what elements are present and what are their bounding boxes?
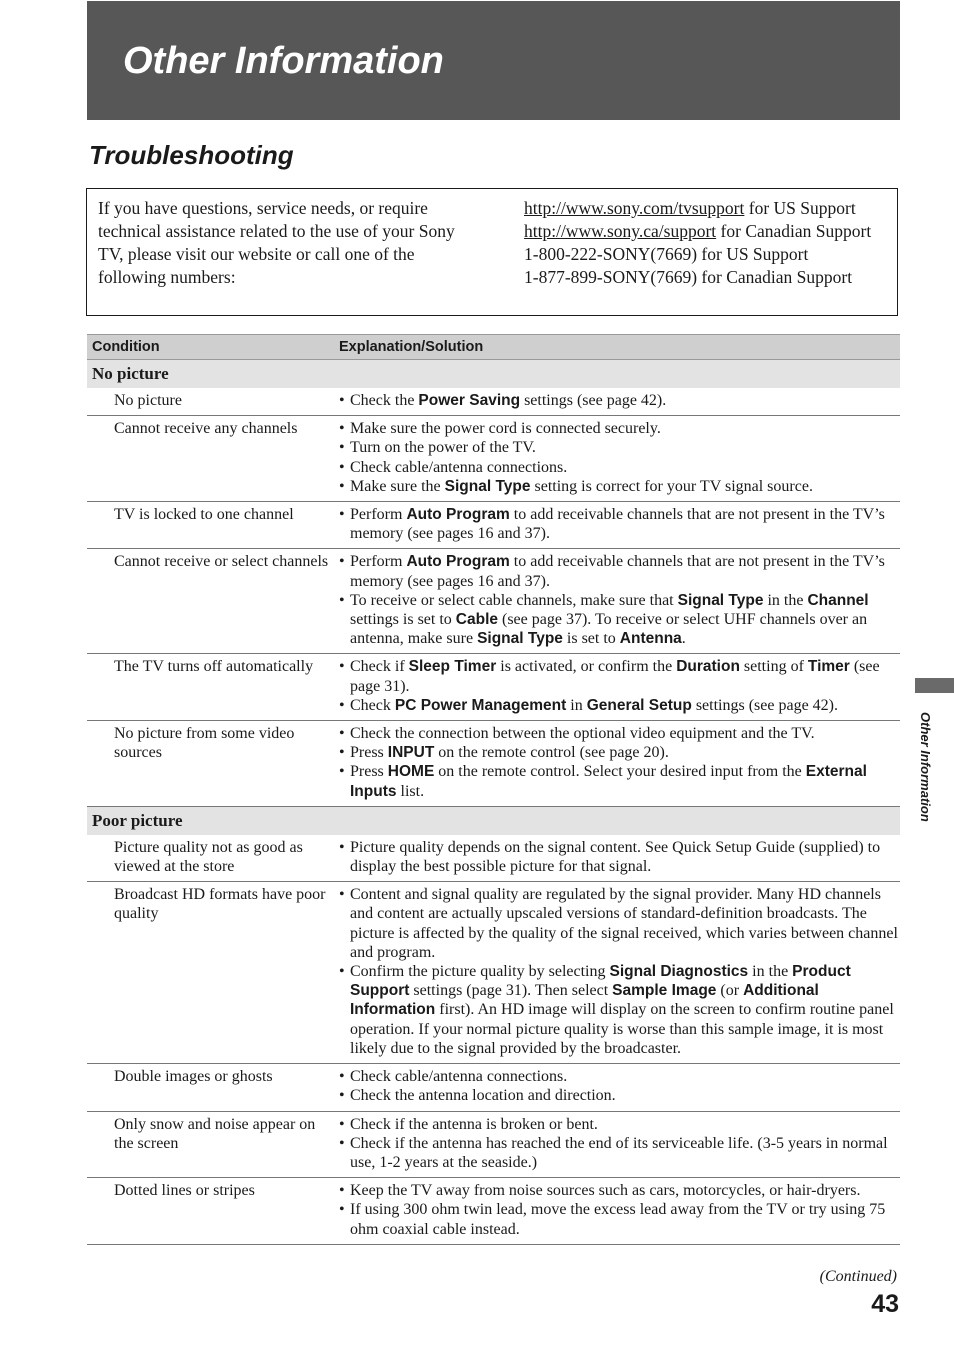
setting-name: Auto Program (406, 506, 510, 524)
solution-text: settings (page 31). Then select (409, 982, 613, 1000)
solution-list (339, 885, 899, 1058)
solution-item (339, 505, 899, 543)
solution-cell (334, 1178, 900, 1245)
condition-cell: No picture (87, 388, 334, 416)
solution-cell (334, 882, 900, 1064)
setting-name: Additional Information (350, 982, 819, 1019)
solution-list (339, 391, 899, 410)
solution-item (339, 762, 899, 800)
solution-text: setting of (739, 658, 808, 676)
table-row (87, 388, 900, 416)
solution-item (339, 885, 899, 962)
solution-text: Keep the TV away from noise sources such as cars, motorcycles, or hair-dryers. (350, 1182, 861, 1200)
setting-name: Product Support (350, 963, 851, 1000)
solution-item (339, 743, 899, 762)
solution-text: on the remote control (see page 20). (434, 744, 669, 762)
condition-cell: Double images or ghosts (87, 1064, 334, 1111)
support-box (86, 188, 898, 316)
solution-text: is activated, or confirm the (496, 658, 677, 676)
solution-cell (334, 388, 900, 416)
setting-name: Cable (455, 611, 498, 629)
table-row (87, 882, 900, 1064)
chapter-title: Other Information (123, 40, 444, 82)
side-tab-marker (915, 678, 954, 693)
solution-list (339, 1181, 899, 1239)
table-row (87, 1064, 900, 1111)
setting-name: PC Power Management (394, 696, 567, 714)
solution-text: Make sure the (350, 477, 445, 495)
solution-text: Press (350, 763, 388, 781)
sony-us-support-link[interactable]: http://www.sony.com/tvsupport (524, 198, 745, 218)
solution-text: Content and signal quality are regulated by the signal provider. Many HD channels and content are actually upscaled versions of standard-definition broadcasts. The picture is affected by the quality of the signal received, which varies between channel and program. (350, 886, 898, 961)
solution-item (339, 477, 899, 496)
solution-text: Perform (350, 506, 407, 524)
condition-cell: Picture quality not as good as viewed at the store (87, 835, 334, 882)
category-row (87, 360, 900, 389)
solution-cell (334, 1064, 900, 1111)
support-contacts (524, 197, 894, 289)
solution-cell (334, 1111, 900, 1178)
solution-item (339, 1134, 899, 1172)
support-line-ca-web: http://www.sony.ca/support for Canadian Support (524, 221, 872, 241)
setting-name: Signal Type (677, 591, 764, 609)
setting-name: External Inputs (350, 763, 867, 800)
solution-text: (or (716, 982, 744, 1000)
side-tab-label: Other Information (918, 712, 933, 822)
solution-text: to add receivable channels that are not present in the TV’s memory (see pages 16 and 37). (350, 506, 885, 543)
condition-cell: Cannot receive or select channels (87, 549, 334, 654)
solution-text: Check if the antenna has reached the end of its serviceable life. (3-5 years in normal use, 1-2 years at the seaside.) (350, 1134, 888, 1171)
solution-cell (334, 549, 900, 654)
solution-item (339, 1181, 899, 1200)
chapter-banner (87, 1, 900, 120)
solution-text: is set to (562, 630, 620, 648)
condition-cell: Dotted lines or stripes (87, 1178, 334, 1245)
solution-text: setting is correct for your TV signal source. (530, 477, 813, 495)
solution-text: Check the (350, 392, 419, 409)
solution-text: Check if (350, 658, 409, 676)
solution-text: settings is set to (350, 611, 456, 629)
solution-item (339, 419, 899, 438)
setting-name: Signal Diagnostics (609, 963, 749, 981)
solution-text: (see page 31). (350, 658, 880, 695)
solution-text: (see page 37). To receive or select UHF channels over an antenna, make sure (350, 611, 868, 648)
solution-item (339, 591, 899, 649)
condition-cell: The TV turns off automatically (87, 654, 334, 721)
solution-text: Check the antenna location and direction. (350, 1087, 616, 1105)
solution-text: Make sure the power cord is connected securely. (350, 420, 661, 438)
setting-name: HOME (387, 763, 435, 781)
solution-text: . (681, 630, 686, 648)
setting-name: Timer (807, 658, 850, 676)
solution-item (339, 838, 899, 876)
setting-name: Signal Type (444, 477, 531, 495)
solution-item (339, 657, 899, 695)
solution-text: Check cable/antenna connections. (350, 1068, 568, 1086)
table-row (87, 1178, 900, 1245)
solution-item (339, 391, 899, 410)
solution-item (339, 1086, 899, 1105)
solution-text: list. (396, 782, 425, 800)
setting-name: Channel (807, 591, 869, 609)
solution-list (339, 657, 899, 715)
setting-name: Power Saving (418, 392, 521, 409)
support-line-us-phone: 1-800-222-SONY(7669) for US Support (524, 244, 809, 264)
setting-name: Sample Image (612, 982, 717, 1000)
support-line-ca-phone: 1-877-899-SONY(7669) for Canadian Support (524, 267, 853, 287)
solution-item (339, 724, 899, 743)
solution-text: Check the connection between the optional video equipment and the TV. (350, 725, 815, 743)
setting-name: Auto Program (406, 553, 510, 571)
solution-text: If using 300 ohm twin lead, move the excess lead away from the TV or try using 75 ohm coaxial cable instead. (350, 1201, 886, 1238)
solution-cell (334, 654, 900, 721)
solution-text: Press (350, 744, 388, 762)
solution-text: settings (see page 42). (520, 392, 667, 409)
solution-list (339, 838, 899, 876)
solution-list (339, 505, 899, 543)
solution-text: in (566, 696, 587, 714)
solution-item (339, 438, 899, 457)
category-row (87, 806, 900, 835)
support-line-us-web: http://www.sony.com/tvsupport for US Support (524, 198, 856, 218)
category-label: Poor picture (87, 806, 900, 835)
solution-text: To receive or select cable channels, make sure that (350, 591, 678, 609)
condition-header: Condition (87, 335, 334, 360)
table-header-row (87, 335, 900, 360)
table-row (87, 1111, 900, 1178)
setting-name: INPUT (387, 744, 435, 762)
solution-text: Check cable/antenna connections. (350, 458, 568, 476)
condition-cell: Cannot receive any channels (87, 416, 334, 502)
solution-item (339, 962, 899, 1058)
solution-text: Picture quality depends on the signal content. See Quick Setup Guide (supplied) to display the best possible picture for that signal. (350, 838, 881, 876)
condition-cell: No picture from some video sources (87, 721, 334, 807)
table-row (87, 721, 900, 807)
page-number: 43 (871, 1290, 899, 1318)
solution-text: Confirm the picture quality by selecting (350, 963, 610, 981)
solution-text: to add receivable channels that are not present in the TV’s memory (see pages 16 and 37). (350, 553, 885, 590)
solution-cell (334, 416, 900, 502)
section-title: Troubleshooting (89, 140, 294, 170)
condition-cell: Broadcast HD formats have poor quality (87, 882, 334, 1064)
solution-item (339, 696, 899, 715)
support-intro: If you have questions, service needs, or require technical assistance related to the use of your Sony TV, please visit our website or call one of the following numbers: (98, 198, 455, 287)
setting-name: Sleep Timer (408, 658, 497, 676)
solution-cell (334, 721, 900, 807)
solution-text: in the (748, 963, 793, 981)
category-label: No picture (87, 360, 900, 389)
table-row (87, 654, 900, 721)
condition-cell: TV is locked to one channel (87, 502, 334, 549)
setting-name: Antenna (619, 630, 682, 648)
solution-list (339, 1067, 899, 1105)
setting-name: Duration (676, 658, 740, 676)
solution-item (339, 1067, 899, 1086)
sony-ca-support-link[interactable]: http://www.sony.ca/support (524, 221, 717, 241)
solution-cell (334, 502, 900, 549)
table-row (87, 835, 900, 882)
solution-text: Perform (350, 553, 407, 571)
table-row (87, 549, 900, 654)
setting-name: General Setup (586, 696, 692, 714)
solution-item (339, 458, 899, 477)
solution-text: on the remote control. Select your desired input from the (434, 763, 806, 781)
solution-text: Turn on the power of the TV. (350, 439, 536, 457)
solution-list (339, 724, 899, 801)
solution-header: Explanation/Solution (334, 335, 900, 360)
solution-text: in the (763, 591, 808, 609)
solution-text: settings (see page 42). (691, 696, 839, 714)
solution-list (339, 552, 899, 648)
continued-note: (Continued) (819, 1268, 897, 1285)
solution-text: first). An HD image will display on the screen to confirm routine panel operation. If your normal picture quality is worse than this sample image, it is most likely due to the signal provided by the broadcaster. (350, 1001, 894, 1057)
solution-item (339, 1115, 899, 1134)
solution-item (339, 1200, 899, 1238)
setting-name: Signal Type (477, 630, 563, 648)
solution-list (339, 419, 899, 496)
table-row (87, 502, 900, 549)
table-row (87, 416, 900, 502)
solution-item (339, 552, 899, 590)
solution-list (339, 1115, 899, 1173)
solution-cell (334, 835, 900, 882)
troubleshooting-table (87, 334, 900, 1245)
solution-text: Check (350, 696, 395, 714)
solution-text: Check if the antenna is broken or bent. (350, 1115, 598, 1133)
table-body (87, 360, 900, 1245)
condition-cell: Only snow and noise appear on the screen (87, 1111, 334, 1178)
